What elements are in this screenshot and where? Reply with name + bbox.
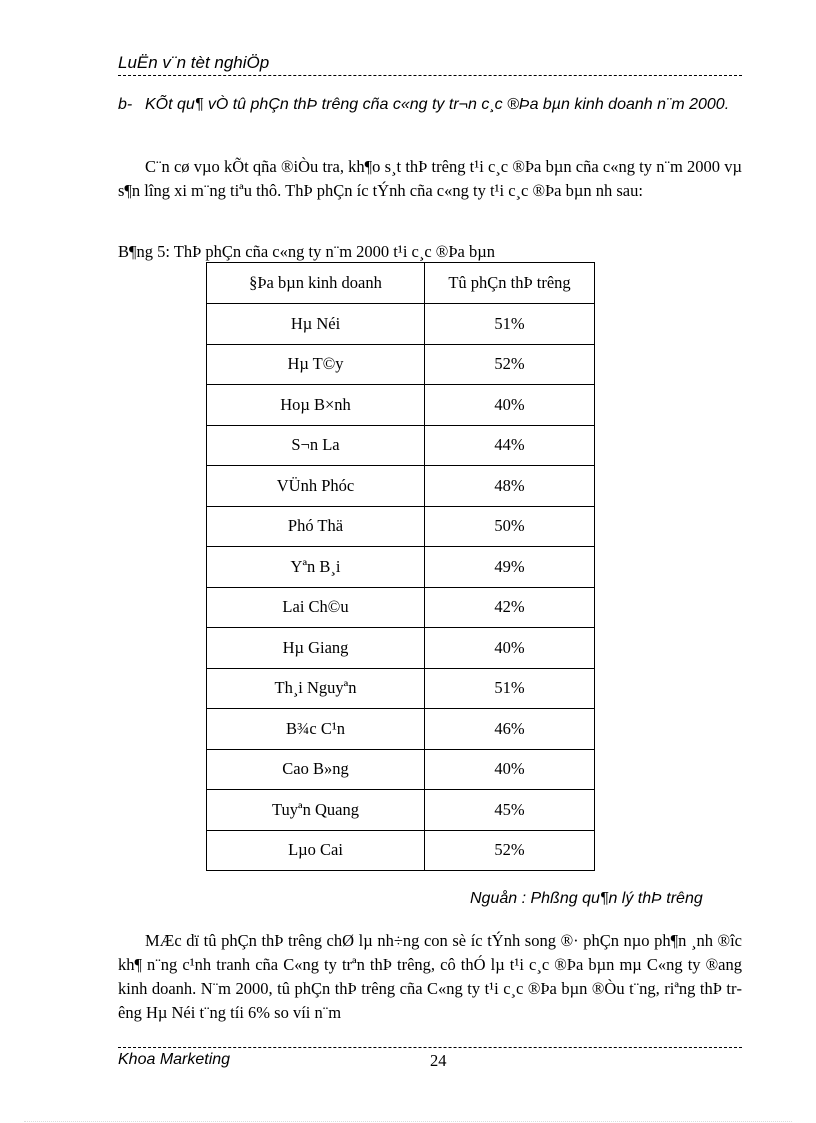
area-cell: S¬n La <box>207 425 425 466</box>
area-cell: B¾c C¹n <box>207 709 425 750</box>
footer-faculty: Khoa Marketing <box>118 1051 231 1068</box>
share-cell: 46% <box>425 709 595 750</box>
table-row <box>207 344 595 385</box>
share-cell: 40% <box>425 628 595 669</box>
intro-paragraph: C¨n cø vµo kÕt qña ®iÒu tra, kh¶o s¸t thÞ trêng t¹i c¸c ®Þa bµn cña c«ng ty n¨m 2000 vµ s¶n lîng xi m¨ng tiªu thô. ThÞ phÇn íc tÝnh cña c«ng ty t¹i c¸c ®Þa bµn nh sau: <box>118 157 742 200</box>
area-cell: Tuyªn Quang <box>207 790 425 831</box>
area-cell: Cao B»ng <box>207 749 425 790</box>
source-note: Nguån : Phßng qu¶n lý thÞ trêng <box>470 890 703 907</box>
market-share-table <box>206 262 595 871</box>
page-edge <box>24 1121 792 1122</box>
share-cell: 52% <box>425 344 595 385</box>
table-row <box>207 425 595 466</box>
table-row <box>207 587 595 628</box>
table-row <box>207 506 595 547</box>
share-cell: 44% <box>425 425 595 466</box>
share-cell: 49% <box>425 547 595 588</box>
area-cell: Hµ T©y <box>207 344 425 385</box>
section-number: b- <box>118 96 133 113</box>
header-divider <box>118 75 742 76</box>
share-cell: 52% <box>425 830 595 871</box>
area-cell: Lai Ch©u <box>207 587 425 628</box>
section-title: KÕt qu¶ vÒ tû phÇn thÞ trêng cña c«ng ty tr¬n c¸c ®Þa bµn kinh doanh n¨m 2000. <box>145 96 730 113</box>
page-number: 24 <box>430 1051 447 1070</box>
share-cell: 40% <box>425 749 595 790</box>
share-cell: 51% <box>425 668 595 709</box>
share-cell: 40% <box>425 385 595 426</box>
body-paragraph: MÆc dï tû phÇn thÞ trêng chØ lµ nh÷ng con sè íc tÝnh song ®· phÇn nµo ph¶n ¸nh ®îc kh¶ n¨ng c¹nh tranh cña C«ng ty trªn thÞ trêng, cô thÓ lµ t¹i c¸c ®Þa bµn mµ C«ng ty ®ang kinh doanh. N¨m 2000, tû phÇn thÞ trêng cña C«ng ty t¹i c¸c ®Þa bµn ®Òu t¨ng, riªng thÞ trêng Hµ Néi t¨ng tíi 6% so víi n¨m <box>118 931 742 1022</box>
header-area: §Þa bµn kinh doanh <box>207 263 425 304</box>
share-cell: 45% <box>425 790 595 831</box>
share-cell: 50% <box>425 506 595 547</box>
table-row <box>207 790 595 831</box>
table-row <box>207 749 595 790</box>
area-cell: Th¸i Nguyªn <box>207 668 425 709</box>
footer-divider <box>118 1047 742 1048</box>
running-header: LuËn v¨n tèt nghiÖp <box>118 53 270 72</box>
area-cell: Hµ Giang <box>207 628 425 669</box>
share-cell: 42% <box>425 587 595 628</box>
table-row <box>207 304 595 345</box>
table-row <box>207 628 595 669</box>
share-cell: 51% <box>425 304 595 345</box>
table-caption: B¶ng 5: ThÞ phÇn cña c«ng ty n¨m 2000 t¹i c¸c ®Þa bµn <box>118 242 495 261</box>
area-cell: Hµ Néi <box>207 304 425 345</box>
area-cell: VÜnh Phóc <box>207 466 425 507</box>
area-cell: Yªn B¸i <box>207 547 425 588</box>
share-cell: 48% <box>425 466 595 507</box>
header-share: Tû phÇn thÞ trêng <box>425 263 595 304</box>
table-row <box>207 547 595 588</box>
area-cell: Hoµ B×nh <box>207 385 425 426</box>
table-row <box>207 385 595 426</box>
area-cell: Lµo Cai <box>207 830 425 871</box>
table-row <box>207 830 595 871</box>
table-header-row <box>207 263 595 304</box>
table-row <box>207 466 595 507</box>
area-cell: Phó Thä <box>207 506 425 547</box>
table-row <box>207 709 595 750</box>
table-row <box>207 668 595 709</box>
